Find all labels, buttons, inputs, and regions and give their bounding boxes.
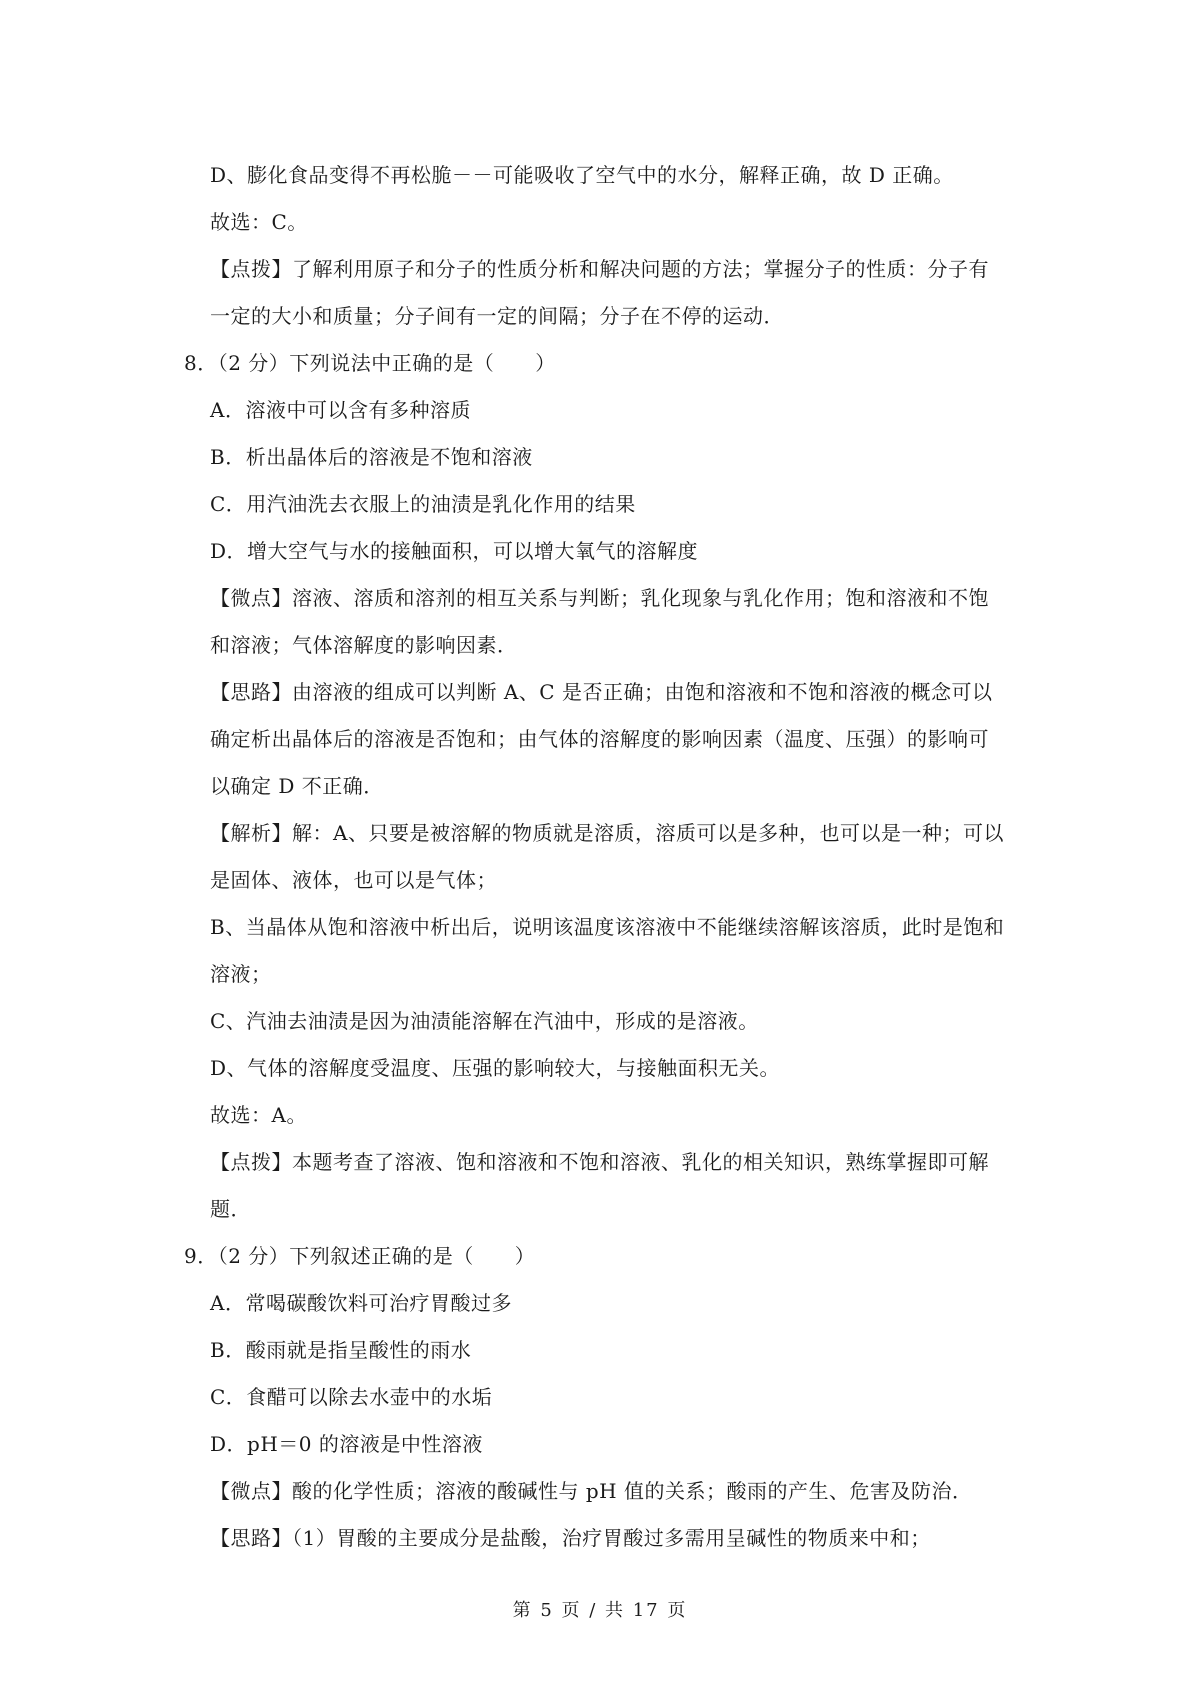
text-line: 【解析】解：A、只要是被溶解的物质就是溶质，溶质可以是多种，也可以是一种；可以: [210, 821, 1004, 845]
text-line: 【点拨】本题考查了溶液、饱和溶液和不饱和溶液、乳化的相关知识，熟练掌握即可解: [210, 1150, 989, 1174]
page-content: [184, 152, 1030, 1562]
option-line: D．pH＝0 的溶液是中性溶液: [210, 1432, 483, 1456]
option-line: B．析出晶体后的溶液是不饱和溶液: [210, 445, 533, 469]
text-line: 是固体、液体，也可以是气体；: [210, 868, 497, 892]
option-line: D．增大空气与水的接触面积，可以增大氧气的溶解度: [210, 539, 699, 563]
text-line: 和溶液；气体溶解度的影响因素．: [210, 633, 518, 657]
text-line: 以确定 D 不正确．: [210, 774, 384, 798]
option-line: B．酸雨就是指呈酸性的雨水: [210, 1338, 472, 1362]
text-line: D、膨化食品变得不再松脆－－可能吸收了空气中的水分，解释正确，故 D 正确。: [210, 163, 954, 187]
text-line: B、当晶体从饱和溶液中析出后，说明该温度该溶液中不能继续溶解该溶质，此时是饱和: [210, 915, 1005, 939]
text-line: 【微点】酸的化学性质；溶液的酸碱性与 pH 值的关系；酸雨的产生、危害及防治．: [210, 1479, 973, 1503]
text-line: D、气体的溶解度受温度、压强的影响较大，与接触面积无关。: [210, 1056, 781, 1080]
text-line: 确定析出晶体后的溶液是否饱和；由气体的溶解度的影响因素（温度、压强）的影响可: [210, 727, 989, 751]
text-line: 溶液；: [210, 962, 272, 986]
text-line: 【微点】溶液、溶质和溶剂的相互关系与判断；乳化现象与乳化作用；饱和溶液和不饱: [210, 586, 989, 610]
text-line: 故选：A。: [210, 1103, 307, 1127]
page-number-footer: 第 5 页 / 共 17 页: [512, 1600, 688, 1621]
text-line: 故选：C。: [210, 210, 308, 234]
text-line: 题．: [210, 1197, 251, 1221]
question-9-title: 9．（2 分）下列叙述正确的是（ ）: [184, 1244, 536, 1268]
option-line: A．溶液中可以含有多种溶质: [210, 398, 471, 422]
text-line: 【点拨】了解利用原子和分子的性质分析和解决问题的方法；掌握分子的性质：分子有: [210, 257, 989, 281]
text-line: 【思路】由溶液的组成可以判断 A、C 是否正确；由饱和溶液和不饱和溶液的概念可以: [210, 680, 993, 704]
text-line: C、汽油去油渍是因为油渍能溶解在汽油中，形成的是溶液。: [210, 1009, 759, 1033]
option-line: C．食醋可以除去水壶中的水垢: [210, 1385, 493, 1409]
question-8-title: 8．（2 分）下列说法中正确的是（ ）: [184, 351, 556, 375]
text-line: 一定的大小和质量；分子间有一定的间隔；分子在不停的运动．: [210, 304, 784, 328]
option-line: A．常喝碳酸饮料可治疗胃酸过多: [210, 1291, 512, 1315]
text-line: 【思路】（1）胃酸的主要成分是盐酸，治疗胃酸过多需用呈碱性的物质来中和；: [210, 1526, 931, 1550]
option-line: C．用汽油洗去衣服上的油渍是乳化作用的结果: [210, 492, 636, 516]
